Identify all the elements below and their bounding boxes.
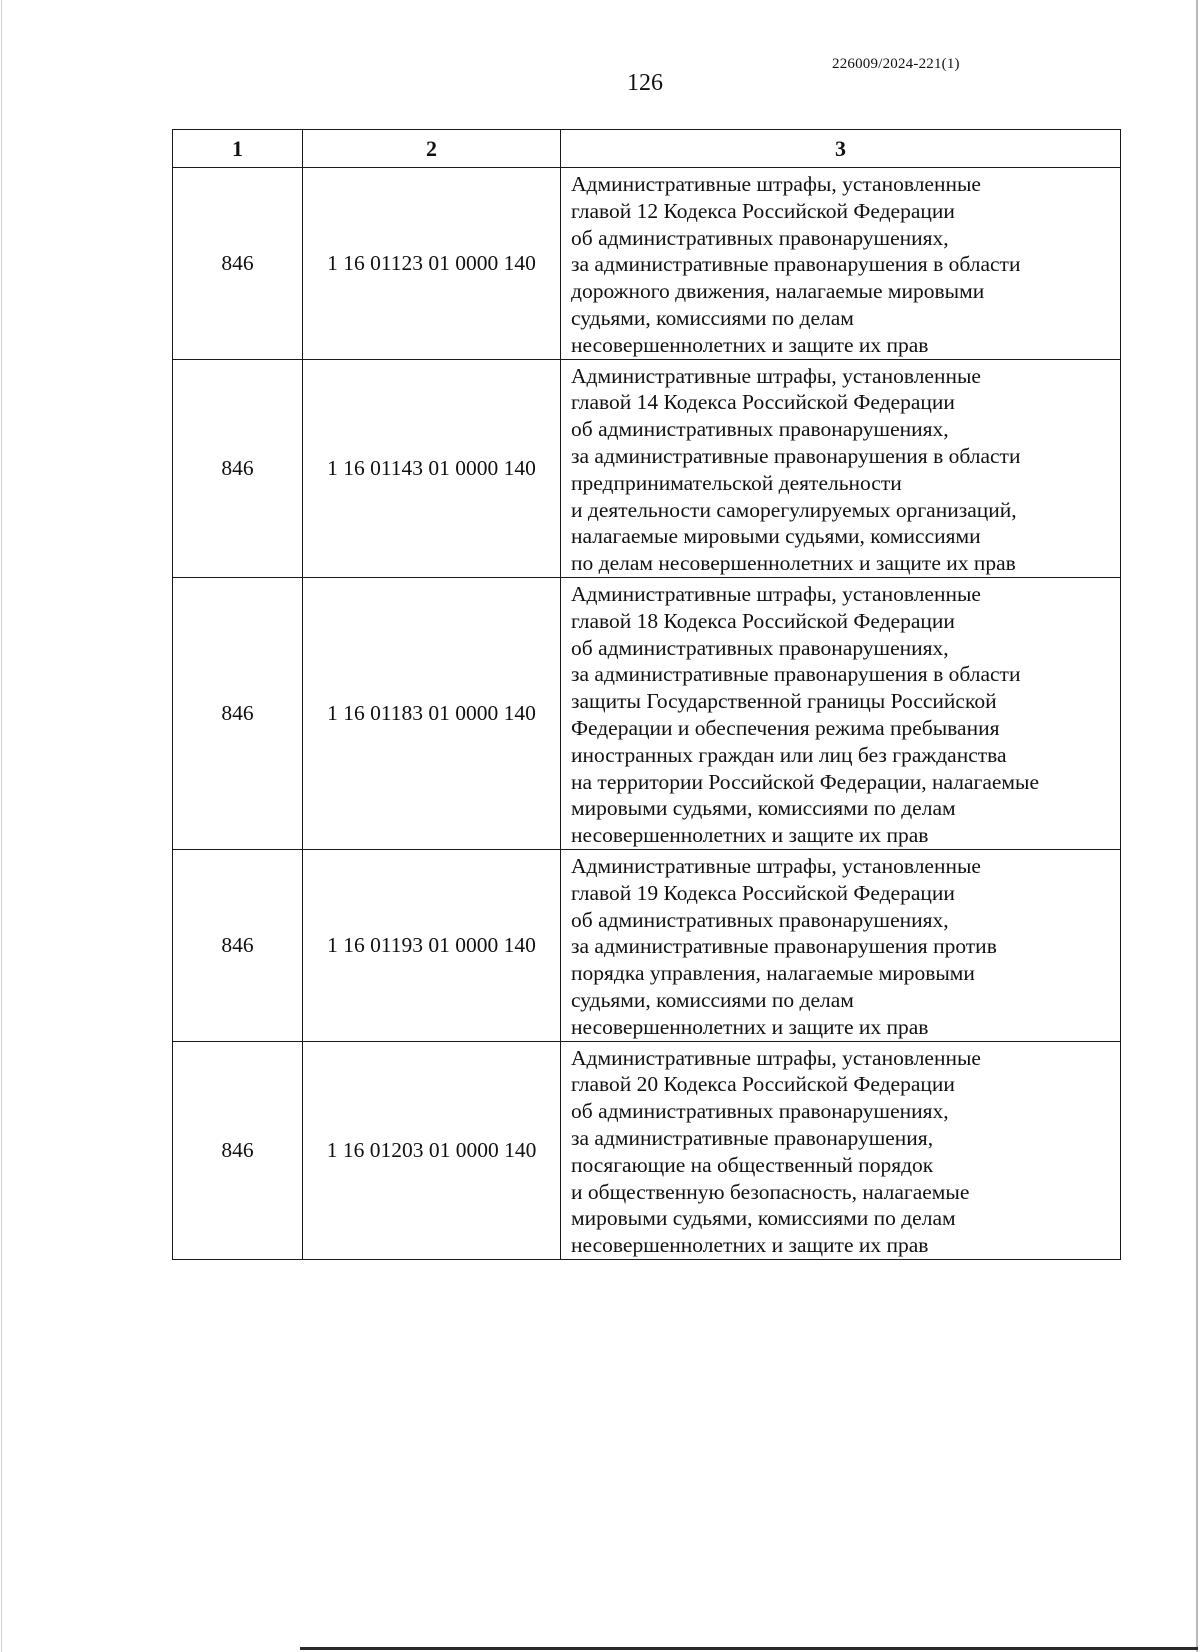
admin-code-cell: 846 — [173, 577, 303, 849]
description-line: Административные штрафы, установленные — [571, 1045, 981, 1070]
description-line: главой 20 Кодекса Российской Федерации — [571, 1072, 955, 1097]
description-line: главой 19 Кодекса Российской Федерации — [571, 880, 955, 905]
table-body — [173, 168, 1121, 1260]
description-line: на территории Российской Федерации, налагаемые — [571, 769, 1039, 794]
description-line: Административные штрафы, установленные — [571, 853, 981, 878]
table-row — [173, 849, 1121, 1041]
description-cell — [561, 1041, 1121, 1259]
description-line: несовершеннолетних и защите их прав — [571, 1233, 929, 1258]
description-line: судьями, комиссиями по делам — [571, 305, 854, 330]
table-header-row — [173, 130, 1121, 168]
budget-classification-code-cell: 1 16 01143 01 0000 140 — [303, 359, 561, 577]
description-cell — [561, 577, 1121, 849]
column-header-3: 3 — [561, 130, 1121, 168]
description-cell — [561, 168, 1121, 360]
description-line: иностранных граждан или лиц без гражданства — [571, 742, 1007, 767]
description-line: дорожного движения, налагаемые мировыми — [571, 279, 985, 304]
document-id: 226009/2024-221(1) — [832, 56, 960, 72]
description-line: за административные правонарушения против — [571, 934, 997, 959]
table-row — [173, 577, 1121, 849]
table-row — [173, 1041, 1121, 1259]
description-cell — [561, 359, 1121, 577]
column-header-1: 1 — [173, 130, 303, 168]
description-line: несовершеннолетних и защите их прав — [571, 1014, 929, 1039]
description-line: посягающие на общественный порядок — [571, 1152, 934, 1177]
description-line: по делам несовершеннолетних и защите их прав — [571, 551, 1016, 576]
description-line: за административные правонарушения в области — [571, 252, 1021, 277]
table-row — [173, 359, 1121, 577]
description-line: предпринимательской деятельности — [571, 470, 902, 495]
table-row — [173, 168, 1121, 360]
description-line: мировыми судьями, комиссиями по делам — [571, 796, 956, 821]
admin-code-cell: 846 — [173, 168, 303, 360]
description-line: главой 14 Кодекса Российской Федерации — [571, 390, 955, 415]
description-line: за административные правонарушения, — [571, 1125, 934, 1150]
description-line: мировыми судьями, комиссиями по делам — [571, 1206, 956, 1231]
admin-code-cell: 846 — [173, 359, 303, 577]
scan-edge-right — [1196, 0, 1198, 1652]
description-cell — [561, 849, 1121, 1041]
description-line: несовершеннолетних и защите их прав — [571, 332, 929, 357]
budget-classification-code-cell: 1 16 01183 01 0000 140 — [303, 577, 561, 849]
description-line: Административные штрафы, установленные — [571, 581, 981, 606]
scan-edge-bottom — [300, 1647, 1198, 1650]
description-line: налагаемые мировыми судьями, комиссиями — [571, 524, 981, 549]
description-line: и общественную безопасность, налагаемые — [571, 1179, 970, 1204]
column-header-2: 2 — [303, 130, 561, 168]
budget-classification-code-cell: 1 16 01203 01 0000 140 — [303, 1041, 561, 1259]
description-line: судьями, комиссиями по делам — [571, 987, 854, 1012]
description-line: об административных правонарушениях, — [571, 1099, 949, 1124]
description-line: Федерации и обеспечения режима пребывания — [571, 715, 1000, 740]
admin-code-cell: 846 — [173, 1041, 303, 1259]
description-line: за административные правонарушения в области — [571, 662, 1021, 687]
page-number: 126 — [627, 70, 663, 96]
description-line: об административных правонарушениях, — [571, 417, 949, 442]
description-line: Административные штрафы, установленные — [571, 363, 981, 388]
description-line: и деятельности саморегулируемых организаций, — [571, 497, 1017, 522]
budget-classification-code-cell: 1 16 01123 01 0000 140 — [303, 168, 561, 360]
description-line: об административных правонарушениях, — [571, 907, 949, 932]
description-line: об административных правонарушениях, — [571, 635, 949, 660]
scan-edge-left — [1, 0, 2, 1652]
description-line: главой 18 Кодекса Российской Федерации — [571, 608, 955, 633]
description-line: об административных правонарушениях, — [571, 225, 949, 250]
budget-classification-code-cell: 1 16 01193 01 0000 140 — [303, 849, 561, 1041]
description-line: Административные штрафы, установленные — [571, 172, 981, 196]
description-line: главой 12 Кодекса Российской Федерации — [571, 198, 955, 223]
description-line: несовершеннолетних и защите их прав — [571, 823, 929, 848]
description-line: защиты Государственной границы Российской — [571, 689, 997, 714]
description-line: порядка управления, налагаемые мировыми — [571, 961, 975, 986]
admin-code-cell: 846 — [173, 849, 303, 1041]
budget-codes-table — [172, 129, 1121, 1260]
description-line: за административные правонарушения в области — [571, 443, 1021, 468]
